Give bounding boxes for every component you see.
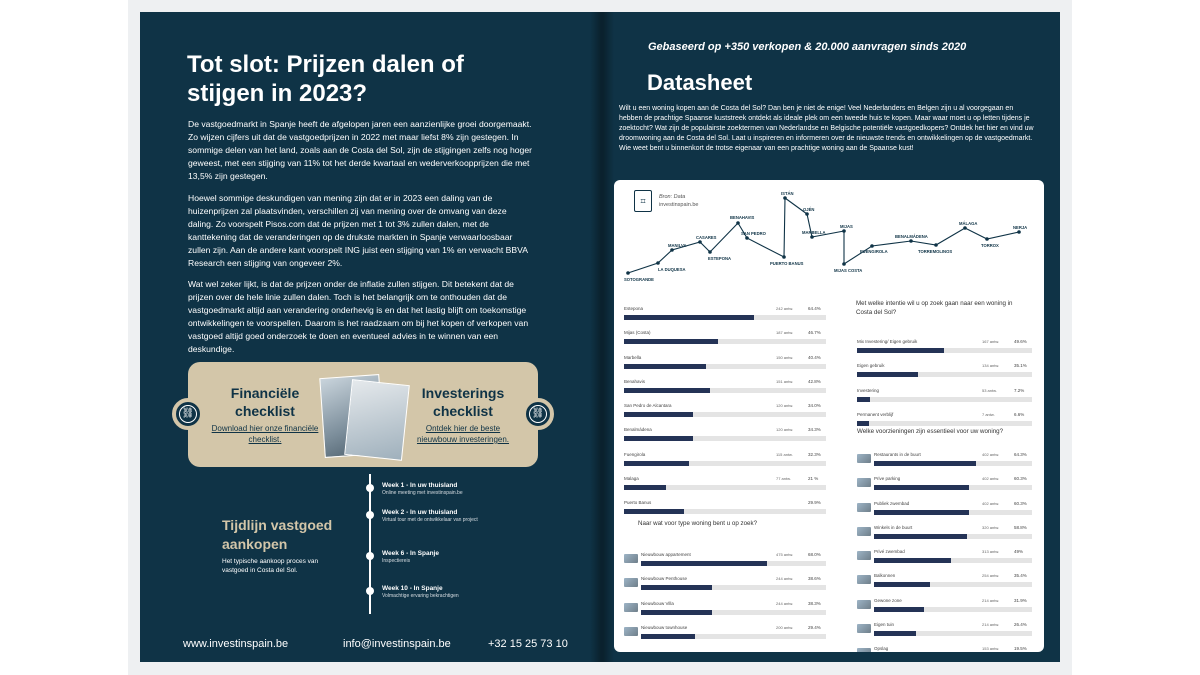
thumbnail-image: [857, 454, 871, 463]
bar-label: Gewone zone: [874, 597, 902, 603]
timeline-item: [382, 509, 522, 524]
amenities-bar-row: [857, 523, 1032, 547]
bar-label: Prive parking: [874, 476, 901, 482]
bar-count: 187 antw.: [776, 330, 794, 336]
bar-label: Winkels in de buurt: [874, 524, 913, 530]
timeline-desc: Online meeting met investinspain.be: [382, 490, 463, 496]
bar-percentage: 32.3%: [808, 451, 821, 457]
bar-label: Restaurants in de buurt: [874, 452, 921, 457]
bar-track: [624, 509, 826, 514]
bar-track: [641, 610, 826, 615]
bar-count: 214 antw.: [982, 597, 1000, 603]
bar-count: 402 antw.: [982, 500, 1000, 506]
thumbnail-image: [857, 551, 871, 560]
thumbnail-image: [857, 600, 871, 609]
bar-track: [857, 421, 1032, 426]
bar-label: Mijas (Costa): [624, 330, 651, 336]
bar-track: [857, 397, 1032, 402]
bar-track: [641, 634, 826, 639]
thumbnail-image: [624, 578, 638, 587]
locations-bar-row: [624, 304, 826, 328]
timeline-week: Week 2 - In uw thuisland: [382, 509, 458, 516]
thumbnail-image: [624, 554, 638, 563]
city-point: [745, 236, 749, 240]
bar-percentage: 68.0%: [808, 552, 821, 557]
locations-bar-row: [624, 328, 826, 352]
bar-track: [874, 631, 1032, 636]
bar-fill: [874, 631, 916, 636]
city-point: [670, 248, 674, 252]
bar-percentage: 6.6%: [1014, 411, 1025, 417]
bar-count: 53 antw.: [982, 387, 997, 393]
bar-percentage: 40.4%: [808, 354, 821, 360]
amenities-bar-row: [857, 644, 1032, 652]
intent-bar-row: [857, 337, 1032, 361]
bar-fill: [857, 372, 918, 377]
property_type-bar-row: [624, 599, 826, 623]
bar-track: [874, 510, 1032, 515]
bar-label: Nieuwbouw townhouse: [641, 624, 688, 630]
thumbnail-image: [624, 627, 638, 636]
bar-count: 167 antw.: [982, 339, 1000, 344]
bar-count: 134 antw.: [982, 363, 1000, 369]
bar-count: 214 antw.: [982, 622, 1000, 628]
footer-phone[interactable]: +32 15 25 73 10: [488, 638, 568, 650]
bar-fill: [641, 634, 695, 639]
thumbnail-image: [857, 503, 871, 512]
city-label: MIJAS: [840, 224, 853, 229]
bar-label: Privé zwembad: [874, 549, 905, 555]
intent-question: Met welke intentie wil u op zoek gaan naar een woning in Costa del Sol?: [856, 300, 1013, 316]
cities-line-chart: [614, 180, 1044, 290]
timeline-desc: Virtual tour met de ontwikkelaar van project: [382, 517, 478, 523]
bar-track: [874, 607, 1032, 612]
city-point: [782, 255, 786, 259]
city-point: [1017, 230, 1021, 234]
bar-count: 475 antw.: [776, 552, 794, 557]
financial-checklist-title: Financiële checklist: [230, 385, 300, 419]
bar-label: Balkonnen: [874, 573, 896, 579]
city-label: MIJAS COSTA: [834, 268, 863, 273]
amenities-bar-row: [857, 620, 1032, 644]
thumbnail-image: [857, 624, 871, 633]
bar-fill: [874, 534, 967, 539]
bar-count: 120 antw.: [776, 427, 794, 433]
bar-percentage: 26.4%: [1014, 622, 1027, 628]
timeline-title: Tijdlijn vastgoed aankopen: [222, 517, 333, 552]
bar-fill: [874, 582, 930, 587]
thumbnail-image: [857, 527, 871, 536]
timeline-item: [382, 550, 522, 565]
bar-fill: [874, 485, 969, 490]
page-title: Tot slot: Prijzen dalen of stijgen in 2023?: [187, 51, 464, 107]
bar-track: [624, 461, 826, 466]
city-label: TORROX: [981, 243, 999, 248]
bar-percentage: 7.2%: [1014, 387, 1025, 393]
datasheet-panel: [614, 180, 1044, 652]
datasheet-title: Datasheet: [647, 70, 753, 95]
bar-track: [624, 315, 826, 320]
checklist-card: [181, 362, 545, 467]
bar-fill: [624, 461, 689, 466]
financial-checklist-link[interactable]: Download hier onze financiële checklist.: [211, 424, 319, 444]
financial-link-button[interactable]: [172, 398, 204, 430]
bar-track: [624, 364, 826, 369]
bar-fill: [624, 388, 710, 393]
paragraph-3: Wat wel zeker lijkt, is dat de prijzen onder de inflatie zullen stijgen. Dit betekent dat de prijzen over de hele linie zullen dalen. Toch is het belangrijk om te onthouden dat de vastgoedmarkt altijd aan verandering onderhevig is en dat het lastig blijft om toekomstige ontwikkelingen te voorspellen. Daarom is het raadzaam om bij het kopen of verkopen van vastgoed altijd goed onderzoek te doen en eventueel advies in te winnen van een deskundige.: [188, 279, 529, 354]
paragraph-2: Hoewel sommige deskundigen van mening zijn dat er in 2023 een daling van de huizenprijzen zal plaatsvinden, verschillen zij van mening over de omvang van deze daling. Zo voorspelt Pisos.com dat de prijzen met 1 tot 3% zullen dalen, met de kanttekening dat de veranderingen op de drukste markten in Spanje verwaarloosbaar zullen zijn. Aan de andere kant voorspelt ING juist een stijging van 1% en verwacht BBVA Research een stijging van ongeveer 2%.: [188, 193, 528, 268]
city-label: PUERTO BANUS: [770, 261, 804, 266]
bar-count: 242 antw.: [776, 306, 794, 311]
property_type-bar-row: [624, 574, 826, 598]
city-point: [805, 212, 809, 216]
bar-fill: [624, 485, 666, 490]
bar-percentage: 29.4%: [808, 624, 821, 630]
bar-label: Nieuwbouw Penthouse: [641, 576, 688, 582]
bar-percentage: 35.4%: [1014, 573, 1027, 579]
bar-track: [857, 372, 1032, 377]
bar-count: 244 antw.: [776, 576, 794, 582]
bar-track: [874, 534, 1032, 539]
bar-count: 320 antw.: [982, 524, 1000, 530]
bar-label: Marbella: [624, 354, 642, 360]
bar-count: 150 antw.: [776, 354, 794, 360]
intent-bar-row: [857, 386, 1032, 410]
thumbnail-image: [857, 648, 871, 652]
timeline-item: [382, 585, 522, 600]
cities-route-line: [628, 198, 1019, 273]
bar-fill: [874, 558, 951, 563]
link-icon: ⛓: [529, 405, 547, 423]
city-label: MÁLAGA: [959, 221, 978, 226]
timeline-week: Week 10 - In Spanje: [382, 585, 443, 592]
timeline-subtitle: Het typische aankoop proces van vastgoed in Costa del Sol.: [222, 558, 319, 574]
locations-bar-row: [624, 425, 826, 449]
bar-track: [624, 485, 826, 490]
locations-bar-row: [624, 353, 826, 377]
bar-label: Benahavis: [624, 378, 646, 384]
city-point: [626, 271, 630, 275]
bar-track: [857, 348, 1032, 353]
bar-fill: [641, 561, 767, 566]
city-point: [870, 244, 874, 248]
thumbnail-image: [857, 575, 871, 584]
bar-track: [641, 561, 826, 566]
bar-fill: [857, 397, 870, 402]
city-label: BENALMÁDENA: [895, 234, 928, 239]
locations-bar-row: [624, 401, 826, 425]
bar-track: [624, 388, 826, 393]
amenities-bar-row: [857, 474, 1032, 498]
bar-track: [624, 412, 826, 417]
city-point: [842, 229, 846, 233]
bar-label: Investering: [857, 387, 880, 393]
timeline-dot: [366, 587, 374, 595]
bar-track: [624, 339, 826, 344]
city-point: [934, 243, 938, 247]
bar-percentage: 49.6%: [1014, 339, 1027, 344]
source-url: investinspain.be: [659, 202, 699, 208]
paragraph-1: De vastgoedmarkt in Spanje heeft de afgelopen jaren een aanzienlijke groei doorgemaakt. Zo wijzen cijfers uit dat de vastgoedprijzen in 2022 met maar liefst 8% zijn gestegen. In sommige delen van het land, zoals aan de Costa del Sol, zijn de stijgingen zelfs nog hoger geweest, met een stijging van 11% tot het derde kwartaal en wederverkoopprijzen die met 13,5% zijn gestegen.: [188, 119, 532, 181]
bar-track: [874, 461, 1032, 466]
source-label: Bron: Data: [659, 194, 686, 200]
property_type-bar-row: [624, 623, 826, 647]
bar-count: 120 antw.: [776, 403, 794, 409]
bar-label: Estepona: [624, 306, 644, 311]
bar-fill: [624, 339, 718, 344]
bar-label: Mix Investering/ Eigen gebruik: [857, 339, 918, 344]
city-point: [698, 240, 702, 244]
timeline-dot: [366, 511, 374, 519]
bar-count: 151 antw.: [776, 378, 794, 384]
amenities-bar-row: [857, 596, 1032, 620]
bar-fill: [874, 461, 976, 466]
city-point: [736, 221, 740, 225]
bar-fill: [624, 509, 684, 514]
timeline-desc: Volmachtige ervaring bekrachtigen: [382, 593, 459, 599]
bar-percentage: 31.9%: [1014, 597, 1027, 603]
timeline-week: Week 6 - In Spanje: [382, 550, 439, 557]
bar-track: [874, 558, 1032, 563]
city-point: [963, 226, 967, 230]
left-page: [140, 12, 600, 662]
thumbnail-image: [857, 478, 871, 487]
bar-percentage: 19.5%: [1014, 646, 1027, 652]
link-icon: ⛓: [179, 405, 197, 423]
right-page: [600, 12, 1060, 662]
bar-track: [641, 585, 826, 590]
bar-track: [874, 485, 1032, 490]
amenities-bars: [857, 450, 1032, 652]
bar-fill: [624, 412, 693, 417]
bar-label: Nieuwbouw Villa: [641, 600, 674, 606]
page-number: 9: [1040, 643, 1044, 649]
property-type-question: Naar wat voor type woning bent u op zoek?: [638, 520, 758, 527]
bar-fill: [624, 364, 706, 369]
invest-checklist: [408, 384, 518, 445]
city-point: [985, 237, 989, 241]
thumbnail-image: [624, 603, 638, 612]
bar-percentage: 29.9%: [808, 500, 821, 506]
bar-label: Malaga: [624, 476, 639, 482]
bar-label: Puerto Banus: [624, 500, 652, 506]
bar-fill: [857, 348, 944, 353]
bar-label: Opslag: [874, 646, 889, 652]
property-type-bars: [624, 550, 826, 647]
bar-percentage: 34.3%: [808, 427, 821, 433]
amenities-bar-row: [857, 547, 1032, 571]
city-label: ISTÁN: [781, 191, 794, 196]
bar-fill: [624, 315, 754, 320]
bar-count: 115 antw.: [776, 451, 793, 457]
bar-percentage: 38.3%: [808, 600, 821, 606]
invest-checklist-title: Investerings checklist: [421, 385, 505, 419]
bar-count: 153 antw.: [982, 646, 1000, 652]
timeline-week: Week 1 - In uw thuisland: [382, 482, 458, 489]
bar-label: Nieuwbouw appartement: [641, 552, 691, 557]
bar-count: 244 antw.: [776, 600, 794, 606]
locations-bar-row: [624, 474, 826, 498]
city-label: NERJA: [1013, 225, 1028, 230]
bar-label: Publiek zwembad: [874, 500, 910, 506]
bar-count: 254 antw.: [982, 573, 1000, 579]
timeline-desc: Inspectiereis: [382, 558, 411, 564]
city-label: CASARES: [696, 235, 717, 240]
bar-percentage: 64.4%: [808, 306, 821, 311]
city-point: [708, 250, 712, 254]
bar-count: 402 antw.: [982, 476, 1000, 482]
amenities-bar-row: [857, 571, 1032, 595]
city-point: [810, 235, 814, 239]
intent-bars: [857, 337, 1032, 434]
footer-email[interactable]: info@investinspain.be: [343, 638, 451, 650]
city-label: BENAHAVIS: [730, 215, 755, 220]
bar-count: 200 antw.: [776, 624, 794, 630]
locations-bars: [624, 304, 826, 523]
bar-percentage: 49%: [1014, 549, 1024, 555]
bar-label: Eigen gebruik: [857, 363, 885, 369]
city-label: LA DUQUESA: [658, 267, 686, 272]
bar-label: Benalmádena: [624, 427, 652, 433]
bar-fill: [641, 585, 712, 590]
bar-percentage: 38.6%: [808, 576, 821, 582]
bar-percentage: 60.3%: [1014, 500, 1027, 506]
bar-percentage: 64.3%: [1014, 452, 1027, 457]
city-point: [783, 196, 787, 200]
locations-bar-row: [624, 377, 826, 401]
bar-label: Eigen tuin: [874, 622, 895, 628]
city-label: FUENGIROLA: [860, 249, 888, 254]
bar-count: 313 antw.: [982, 549, 1000, 555]
city-point: [842, 262, 846, 266]
bar-percentage: 58.8%: [1014, 524, 1027, 530]
bar-percentage: 46.7%: [808, 330, 821, 336]
property_type-bar-row: [624, 550, 826, 574]
chart-document-icon: ⌗: [634, 190, 652, 212]
bar-percentage: 34.0%: [808, 403, 821, 409]
bar-fill: [641, 610, 712, 615]
bar-percentage: 42.8%: [808, 378, 821, 384]
bar-fill: [624, 436, 693, 441]
timeline-item: [382, 482, 522, 497]
financial-checklist: [210, 384, 320, 445]
timeline-dot: [366, 552, 374, 560]
bar-count: 77 antw.: [776, 476, 791, 482]
bar-percentage: 35.1%: [1014, 363, 1027, 369]
bar-count: 402 antw.: [982, 452, 1000, 457]
checklist-booklet-image-2: [344, 379, 410, 461]
datasheet-intro: Wilt u een woning kopen aan de Costa del Sol? Dan ben je niet de enige! Veel Nederlanders en Belgen zijn u al voorgegaan en hebben de prachtige Spaanse kuststreek ontdekt als ideale plek om een tweede huis te kopen. Maar waar moet u op letten tijdens je zoektocht? Wat zijn de populairste zoektermen van Nederlandse en Belgische potentiële vastgoedkopers? Ontdek het hier en vind uw droomwoning aan de Costa del Sol. Laat u inspireren en informeren over de nieuwste trends en ontwikkelingen op de vastgoedmarkt. Wie weet bent u binnenkort de trotse eigenaar van een prachtige woning aan de Spaanse kust!: [619, 105, 1034, 152]
bar-label: Permanent verblijf: [857, 411, 894, 417]
invest-link-button[interactable]: [522, 398, 554, 430]
timeline-dot: [366, 484, 374, 492]
bar-count: 7 antw.: [982, 411, 995, 417]
locations-bar-row: [624, 450, 826, 474]
bar-fill: [874, 607, 924, 612]
city-label: SOTOGRANDE: [624, 277, 654, 282]
amenities-bar-row: [857, 499, 1032, 523]
datasheet-tagline: Gebaseerd op +350 verkopen & 20.000 aanvragen sinds 2020: [648, 41, 967, 53]
amenities-question: Welke voorzieningen zijn essentieel voor uw woning?: [857, 428, 1004, 435]
amenities-bar-row: [857, 450, 1032, 474]
bar-percentage: 60.3%: [1014, 476, 1027, 482]
bar-fill: [874, 510, 969, 515]
city-label: MANILVA: [668, 243, 687, 248]
bar-percentage: 21 %: [808, 476, 819, 482]
city-label: MARBELLA: [802, 230, 826, 235]
city-label: ESTEPONA: [708, 256, 732, 261]
city-label: TORREMOLINOS: [918, 249, 953, 254]
bar-fill: [857, 421, 869, 426]
bar-label: San Pedro de Alcantara: [624, 403, 672, 409]
invest-checklist-link[interactable]: Ontdek hier de beste nieuwbouw investeringen.: [416, 424, 510, 444]
city-point: [656, 261, 660, 265]
city-label: OJÉN: [803, 207, 815, 212]
bar-label: Fuengirola: [624, 451, 646, 457]
city-point: [909, 239, 913, 243]
footer-website[interactable]: www.investinspain.be: [183, 638, 289, 650]
city-label: SAN PEDRO: [741, 231, 766, 236]
bar-track: [624, 436, 826, 441]
intent-bar-row: [857, 361, 1032, 385]
bar-track: [874, 582, 1032, 587]
